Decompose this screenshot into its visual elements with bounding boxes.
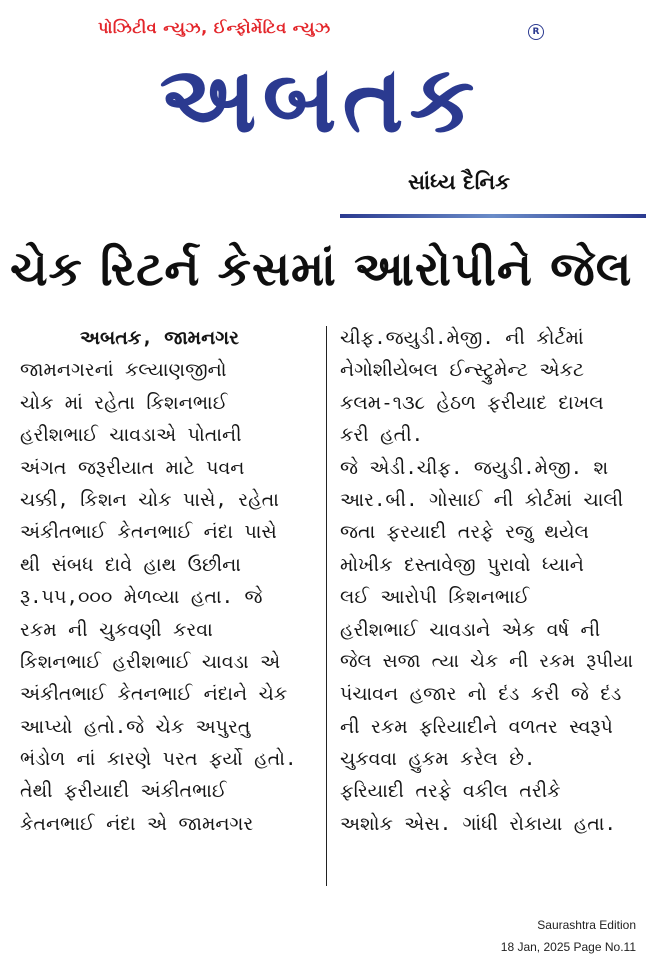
article-headline: ચેક રિટર્ન કેસમાં આરોપીને જેલ <box>10 242 633 297</box>
article-text-line: અંકીતભાઈ કેતનભાઈ નંદાને ચેક <box>20 683 288 706</box>
article-text-line: જે એડી.ચીફ. જયુડી.મેજી. શ <box>340 456 609 479</box>
article-text-line: અંકીતભાઈ કેતનભાઈ નંદા પાસે <box>20 521 277 544</box>
date-page-label: 18 Jan, 2025 Page No.11 <box>500 940 636 954</box>
column-divider <box>326 326 327 886</box>
article-text-line: કેતનભાઈ નંદા એ જામનગર <box>20 812 254 835</box>
article-text-line: ભંડોળ નાં કારણે પરત ફર્યો હતો. <box>20 748 297 771</box>
edition-label: Saurashtra Edition <box>537 918 636 932</box>
article-text-line: અંગત જરૂરીયાત માટે પવન <box>20 456 245 479</box>
article-text-line: કરી હતી. <box>340 424 424 447</box>
article-text-line: રૂ.૫૫,૦૦૦ મેળવ્યા હતા. જે <box>20 586 263 609</box>
article-text-line: ની રકમ ફરિયાદીને વળતર સ્વરૂપે <box>340 715 613 738</box>
article-text-line: ચુકવવા હુકમ કરેલ છે. <box>340 748 536 771</box>
article-text-line: રકમ ની ચુકવણી કરવા <box>20 618 213 641</box>
article-right-column <box>340 322 640 840</box>
masthead-subtitle: સાંધ્ય દૈનિક <box>408 170 510 194</box>
article-text-line: ચક્કી, કિશન ચોક પાસે, રહેતા <box>20 488 279 511</box>
article-dateline: અબતક, જામનગર <box>80 327 239 349</box>
masthead-title: અબતક <box>159 46 481 153</box>
article-text-line: પંચાવન હજાર નો દંડ કરી જે દંડ <box>340 683 622 706</box>
masthead-accent-bar <box>340 214 646 218</box>
article-text-line: નેગોશીયેબલ ઈન્સ્ટ્રુમેન્ટ એકટ <box>340 359 585 382</box>
article-text-line: આર.બી. ગોસાઈ ની કોર્ટમાં ચાલી <box>340 488 624 511</box>
article-text-line: હરીશભાઈ ચાવડાએ પોતાની <box>20 424 242 447</box>
article-text-line: આપ્યો હતો.જે ચેક અપુરતુ <box>20 715 251 738</box>
masthead-tagline: પોઝિટીવ ન્યુઝ, ઈન્ફોર્મેટિવ ન્યુઝ <box>98 18 331 37</box>
article-text-line: ફરિયાદી તરફે વકીલ તરીકે <box>340 780 561 803</box>
article-text-line: જતા ફરયાદી તરફે રજુ થયેલ <box>340 521 589 544</box>
article-text-line: મોખીક દસ્તાવેજી પુરાવો ધ્યાને <box>340 553 584 576</box>
article-text-line: કિશનભાઈ હરીશભાઈ ચાવડા એ <box>20 650 281 673</box>
article-text-line: અશોક એસ. ગાંધી રોકાયા હતા. <box>340 812 616 835</box>
article-text-line: ચીફ.જયુડી.મેજી. ની કોર્ટમાં <box>340 327 584 349</box>
article-text-line: જેલ સજા ત્યા ચેક ની રકમ રૂપીયા <box>340 650 634 672</box>
article-text-line: લઈ આરોપી કિશનભાઈ <box>340 586 530 609</box>
article-left-column <box>20 322 320 840</box>
article-text-line: ચોક માં રહેતા કિશનભાઈ <box>20 391 228 414</box>
article-text-line: તેથી ફરીયાદી અંકીતભાઈ <box>20 780 227 803</box>
article-text-line: થી સંબધ દાવે હાથ ઉછીના <box>20 553 241 576</box>
registered-mark: R <box>528 24 544 40</box>
article-text-line: હરીશભાઈ ચાવડાને એક વર્ષ ની <box>340 618 601 641</box>
article-text-line: જામનગરનાં કલ્યાણજીનો <box>20 359 227 382</box>
article-text-line: કલમ-૧૩૮ હેઠળ ફરીયાદ દાખલ <box>340 391 604 414</box>
